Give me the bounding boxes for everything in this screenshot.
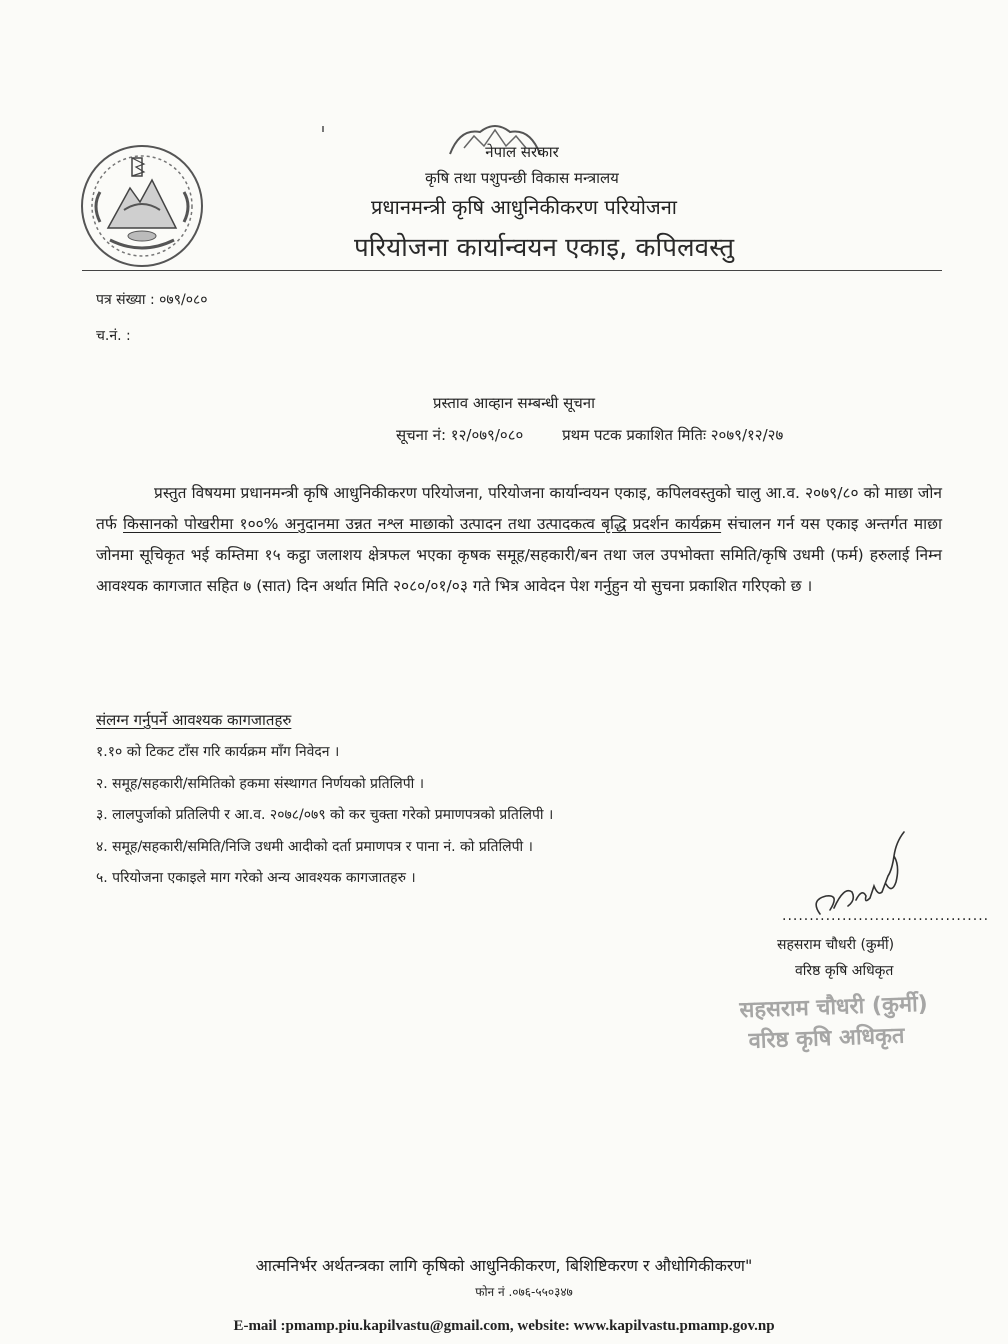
program-name: किसानको पोखरीमा १००% अनुदानमा उन्नत नश्ल माछाको उत्पादन तथा उत्पादकत्व बृद्धि प्रदर्शन कार्यक्रम — [123, 515, 722, 533]
official-stamp — [739, 989, 929, 1058]
scan-speck — [322, 126, 324, 132]
footer-slogan: आत्मनिर्भर अर्थतन्त्रका लागि कृषिको आधुनिकीकरण, बिशिष्टिकरण र औधोगिकीकरण" — [255, 1256, 753, 1275]
list-item: ५. परियोजना एकाइले माग गरेको अन्य आवश्यक कागजातहरु । — [96, 870, 416, 886]
government-name: नेपाल सरकार — [485, 143, 559, 161]
requirements-list — [96, 738, 553, 896]
project-name: प्रधानमन्त्री कृषि आधुनिकीकरण परियोजना — [371, 195, 677, 219]
dispatch-number: च.नं. : — [96, 328, 131, 344]
stamp-name: सहसराम चौधरी (कुर्मी) — [739, 991, 929, 1024]
body-part-1: प्रस्तुत विषयमा प्रधानमन्त्री कृषि आधुनिकीकरण परियोजना, परियोजना कार्यान्वयन एकाइ, कपिलवस्तुको चालु आ.व. २०७९/८० को माछा जोन तर्फ — [96, 484, 942, 533]
signatory-name: सहसराम चौधरी (कुर्मी) — [777, 937, 895, 953]
header-divider — [82, 270, 942, 271]
body-part-2: संचालन गर्न यस एकाइ अन्तर्गत माछा जोनमा सूचिकृत भई कम्तिमा १५ कट्ठा जलाशय क्षेत्रफल भएका कृषक समूह/सहकारी/बन तथा जल उपभोक्ता समिति/कृषि उधमी (फर्म) हरुलाई निम्न आवश्यक कागजात सहित ७ (सात) दिन अर्थात मिति २०८०/०१/०३ गते भित्र आवेदन पेश गर्नुहुन यो सुचना प्रकाशित गरिएको छ । — [96, 515, 942, 595]
notice-subject: प्रस्ताव आव्हान सम्बन्धी सूचना — [432, 394, 595, 412]
list-item: ४. समूह/सहकारी/समिति/निजि उधमी आदीको दर्ता प्रमाणपत्र र पाना नं. को प्रतिलिपी । — [96, 838, 533, 855]
unit-name: परियोजना कार्यान्वयन एकाइ, कपिलवस्तु — [353, 233, 735, 263]
requirements-title: संलग्न गर्नुपर्ने आवश्यक कागजातहरु — [96, 711, 292, 729]
list-item: १.१० को टिकट टाँस गरि कार्यक्रम माँग निवेदन । — [96, 744, 340, 760]
reference-number: पत्र संख्या : ०७९/०८० — [96, 292, 208, 308]
notice-number: सूचना नं: १२/०७९/०८० — [396, 426, 524, 444]
signature-line: ...................................... — [782, 908, 990, 924]
ministry-name: कृषि तथा पशुपन्छी विकास मन्त्रालय — [425, 169, 619, 187]
footer-phone: फोन नं .०७६-५५०३४७ — [475, 1285, 573, 1299]
publish-date: प्रथम पटक प्रकाशित मितिः २०७९/१२/२७ — [562, 426, 784, 444]
notice-body — [96, 478, 942, 602]
list-item: २. समूह/सहकारी/समितिको हकमा संस्थागत निर्णयको प्रतिलिपी । — [96, 775, 425, 792]
signatory-title: वरिष्ठ कृषि अधिकृत — [795, 963, 894, 979]
stamp-title: वरिष्ठ कृषि अधिकृत — [748, 1023, 905, 1054]
list-item: ३. लालपुर्जाको प्रतिलिपी र आ.व. २०७८/०७९ को कर चुक्ता गरेको प्रमाणपत्रको प्रतिलिपी । — [96, 807, 554, 823]
notice-info — [396, 425, 783, 445]
footer-contact: E-mail :pmamp.piu.kapilvastu@gmail.com, website: www.kapilvastu.pmamp.gov.np — [233, 1318, 775, 1334]
